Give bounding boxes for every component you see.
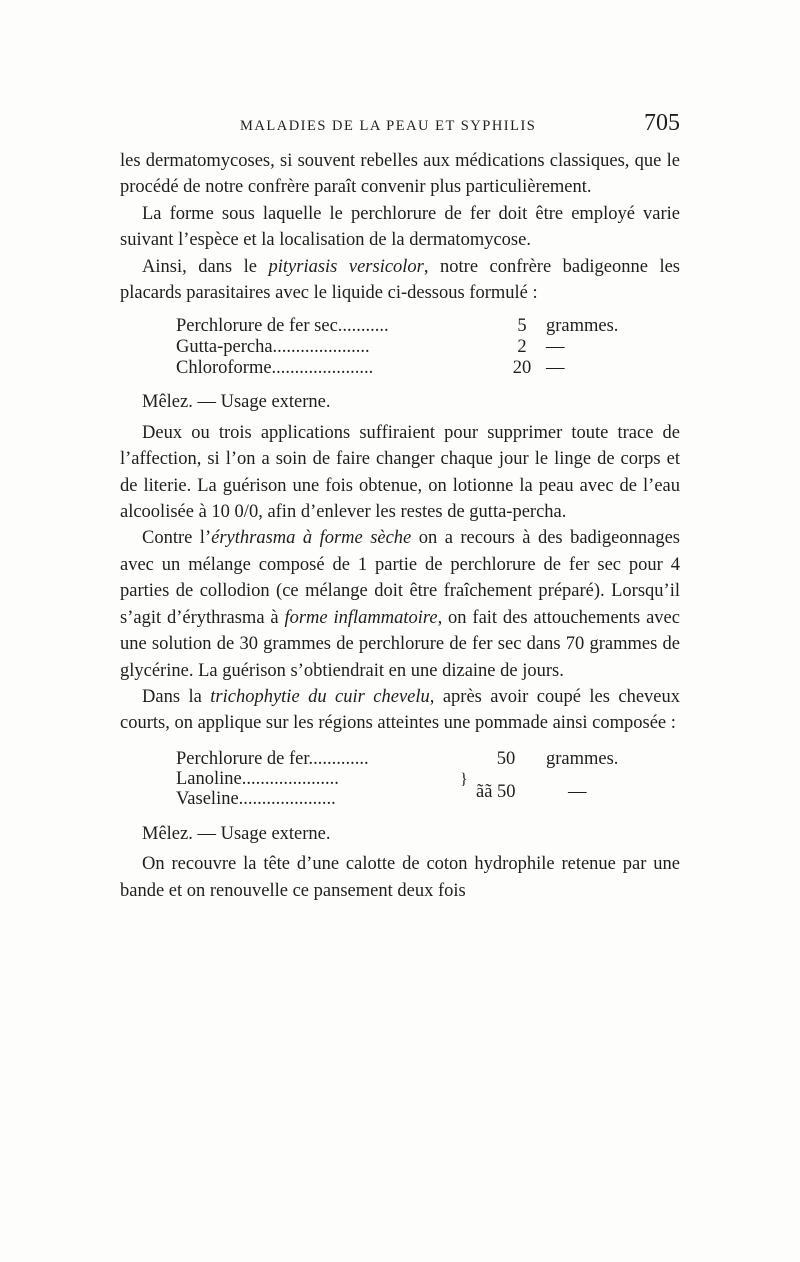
paragraph-5-text-c: , on fait des attouchements avec une solution de 30 grammes de perchlorure de fer sec dans 70 grammes de glycérine. La guérison s’obtiendrait en une dizaine de jours.	[120, 607, 680, 681]
paragraph-5	[120, 525, 680, 683]
formula-row	[176, 337, 646, 358]
ingredient-quantity: 5	[517, 316, 527, 337]
ingredient-name: Gutta-percha.....................	[176, 337, 370, 358]
paragraph-4: Deux ou trois applications suffiraient pour supprimer toute trace de l’affection, si l’on a soin de faire changer chaque jour le linge de corps et de literie. La guérison une fois obtenue, on lotionne la peau avec de l’eau alcoolisée à 10 0/0, afin d’enlever les restes de gutta-percha.	[120, 422, 680, 523]
formula-trichophytie	[176, 749, 646, 809]
ingredient-name: Chloroforme......................	[176, 358, 374, 379]
ingredient-unit: —	[546, 358, 565, 379]
paragraph-6	[120, 684, 680, 737]
paragraph-3	[120, 254, 680, 307]
running-head: MALADIES DE LA PEAU ET SYPHILIS	[240, 118, 537, 134]
formula-row	[176, 316, 646, 337]
paragraph-1: les dermatomycoses, si souvent rebelles aux médications classiques, que le procédé de notre confrère paraît convenir plus particulièrement.	[120, 151, 680, 198]
ingredient-name: Perchlorure de fer sec...........	[176, 316, 389, 337]
brace-glyph: }	[460, 770, 468, 788]
paragraph-5-emphasis-1: érythrasma à forme sèche	[211, 528, 412, 549]
brace-quantity: ãã 50	[476, 781, 516, 802]
ingredient-name: Lanoline.....................	[176, 768, 339, 789]
paragraph-5-emphasis-2: forme inflammatoire	[284, 607, 438, 628]
paragraph-6-emphasis: trichophytie du cuir chevelu	[210, 686, 430, 707]
ingredient-unit: grammes.	[546, 748, 619, 769]
ingredient-unit: —	[546, 337, 565, 358]
usage-note: Mêlez. — Usage externe.	[142, 823, 331, 844]
page-header	[120, 110, 680, 140]
ingredient-unit: grammes.	[546, 316, 619, 337]
page-number: 705	[644, 110, 680, 136]
ingredient-name: Perchlorure de fer.............	[176, 748, 369, 769]
paragraph-3-text-b: , notre confrère badigeonne les placards parasitaires avec le liquide ci-dessous formulé :	[120, 256, 680, 304]
ingredient-name: Vaseline.....................	[176, 788, 336, 809]
formula-row	[176, 749, 646, 769]
ingredient-quantity: 20	[512, 358, 532, 379]
paragraph-2: La forme sous laquelle le perchlorure de fer doit être employé varie suivant l’espèce et la localisation de la dermatomycose.	[120, 203, 680, 251]
paragraph-6-text-b: , après avoir coupé les cheveux courts, on applique sur les régions atteintes une pommade ainsi composée :	[120, 686, 680, 734]
ingredient-quantity: 50	[496, 748, 516, 769]
formula-row	[176, 358, 646, 379]
paragraph-7: On recouvre la tête d’une calotte de coton hydrophile retenue par une bande et on renouvelle ce pansement deux fois	[120, 854, 680, 901]
paragraph-6-text-a: Dans la	[142, 686, 211, 707]
paragraph-5-text-b: on a recours à des badigeonnages avec un mélange composé de 1 partie de perchlorure de fer sec pour 4 parties de collodion (ce mélange doit être fraîchement préparé). Lorsqu’il s’agit d’érythrasma à	[120, 528, 681, 628]
usage-note: Mêlez. — Usage externe.	[142, 392, 331, 413]
paragraph-3-emphasis: pityriasis versicolor	[268, 256, 424, 277]
brace-unit: —	[568, 781, 587, 802]
ingredient-quantity: 2	[517, 337, 527, 358]
formula-pityriasis	[176, 316, 646, 379]
paragraph-5-text-a: Contre l’	[142, 528, 212, 549]
paragraph-3-text-a: Ainsi, dans le	[142, 256, 269, 277]
body-text	[120, 148, 680, 904]
